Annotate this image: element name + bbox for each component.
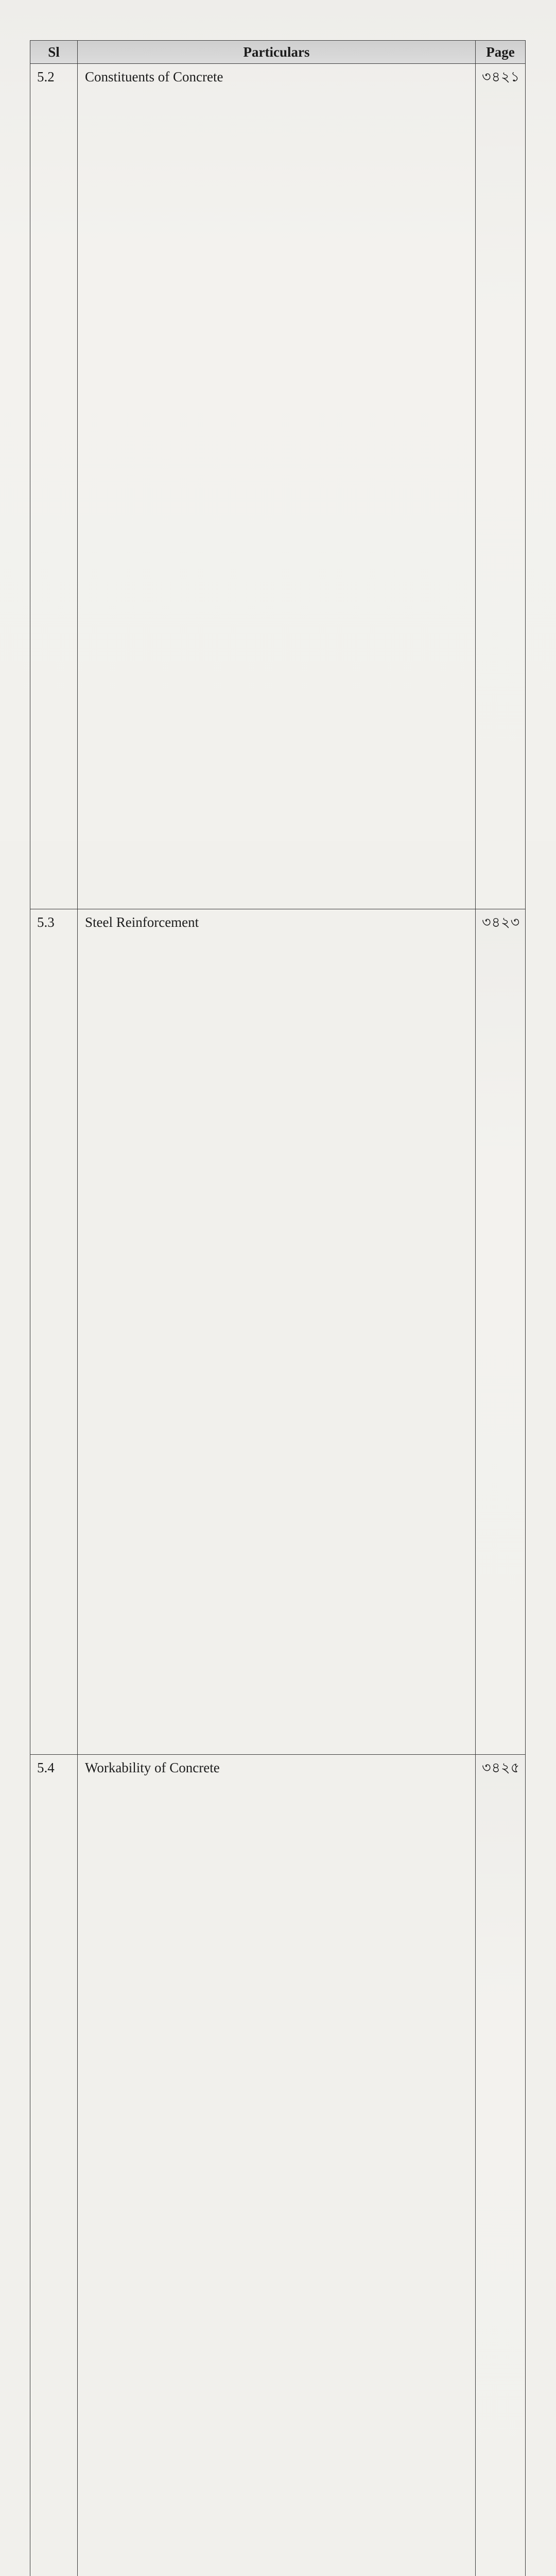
header-particulars: Particulars: [78, 41, 476, 64]
row-page: ৩৪২১: [476, 64, 526, 909]
row-title: Steel Reinforcement: [78, 909, 476, 1755]
row-page: ৩৪২৩: [476, 909, 526, 1755]
row-sl: 5.2: [30, 64, 78, 909]
contents-table: [30, 40, 526, 2576]
document-page: [0, 0, 556, 841]
header-page: Page: [476, 41, 526, 64]
row-title: Workability of Concrete: [78, 1755, 476, 2576]
table-row: [30, 909, 526, 1755]
row-page: ৩৪২৫: [476, 1755, 526, 2576]
header-row: [30, 41, 526, 64]
row-sl: 5.4: [30, 1755, 78, 2576]
header-sl: Sl: [30, 41, 78, 64]
table-row: [30, 1755, 526, 2576]
rows-chapter-5: [30, 64, 526, 2576]
row-sl: 5.3: [30, 909, 78, 1755]
table-row: [30, 64, 526, 909]
row-title: Constituents of Concrete: [78, 64, 476, 909]
